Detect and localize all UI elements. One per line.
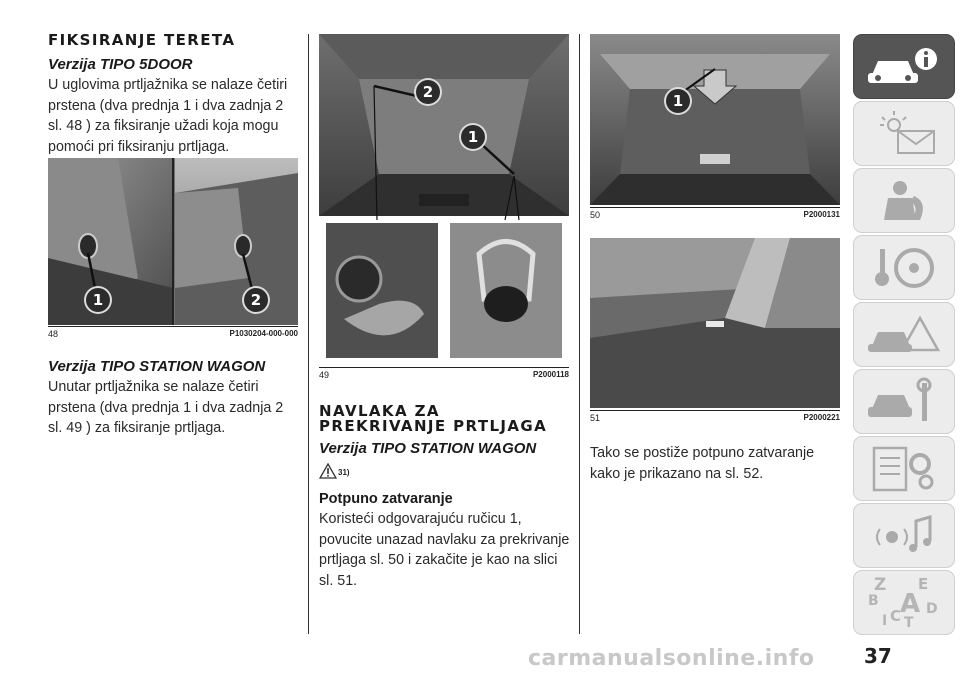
watermark: carmanualsonline.info	[528, 646, 815, 671]
callout-1: 1	[461, 125, 485, 149]
figure-code: P1030204-000-000	[229, 329, 298, 338]
warning-number: 31)	[338, 468, 350, 477]
subheading: Potpuno zatvaranje	[319, 491, 453, 507]
section-heading: FIKSIRANJE TERETA	[48, 31, 236, 49]
page-number: 37	[864, 644, 892, 668]
index-icon: Z E B A C D T I	[868, 574, 938, 631]
tab-warning-lights[interactable]	[853, 101, 955, 166]
figure-48-caption	[48, 326, 298, 339]
subheading: Verzija TIPO 5DOOR	[48, 56, 193, 73]
figure-number: 50	[590, 210, 601, 220]
tab-starting-driving[interactable]	[853, 235, 955, 300]
tab-index[interactable]	[853, 570, 955, 635]
figure-number: 51	[590, 413, 601, 423]
safety-icon	[864, 176, 944, 226]
paragraph: U uglovima prtljažnika se nalaze četiri prstena (dva prednja 1 i dva zadnja 2 sl. 48 ) za fiksiranje užadi koja mogu pomoći pri fiksiranju prtljaga.	[48, 77, 288, 155]
callout-1: 1	[666, 89, 690, 113]
starting-driving-icon	[864, 243, 944, 293]
subheading: Verzija TIPO STATION WAGON	[48, 358, 266, 375]
figure-48-photo	[48, 158, 298, 325]
car-info-icon	[864, 45, 944, 89]
figure-49-photo	[319, 34, 569, 365]
callout-1: 1	[86, 288, 110, 312]
technical-data-icon	[864, 444, 944, 494]
station-wagon-trunk-photo	[319, 34, 569, 365]
callout-2: 2	[416, 80, 440, 104]
tab-car-info[interactable]	[853, 34, 955, 99]
figure-51-caption	[590, 410, 840, 423]
figure-code: P2000118	[532, 370, 569, 379]
multimedia-icon	[864, 511, 944, 561]
emergency-icon	[864, 310, 944, 360]
subheading: Verzija TIPO STATION WAGON	[319, 440, 537, 457]
warning-triangle-icon	[319, 463, 337, 479]
warning-lights-icon	[864, 109, 944, 159]
tab-emergency[interactable]	[853, 302, 955, 367]
figure-49-caption	[319, 367, 569, 380]
tab-safety[interactable]	[853, 168, 955, 233]
tab-technical-data[interactable]	[853, 436, 955, 501]
figure-50-photo	[590, 34, 840, 205]
figure-50-caption	[590, 207, 840, 220]
figure-code: P2000221	[803, 413, 840, 422]
tab-maintenance[interactable]	[853, 369, 955, 434]
figure-number: 49	[319, 370, 330, 380]
maintenance-icon	[864, 377, 944, 427]
cover-hooked-photo	[590, 238, 840, 408]
paragraph: Tako se postiže potpuno zatvaranje kako je prikazano na sl. 52.	[590, 445, 815, 482]
warning-reference	[319, 463, 350, 484]
cover-pulled-photo	[590, 34, 840, 205]
figure-51-photo	[590, 238, 840, 408]
section-heading: NAVLAKA ZA PREKRIVANJE PRTLJAGA	[319, 402, 548, 435]
paragraph: Koristeći odgovarajuću ručicu 1, povucite unazad navlaku za prekrivanje prtljaga sl. 50 i zakačite je kao na slici sl. 51.	[319, 511, 570, 589]
column-divider	[308, 34, 309, 634]
tab-multimedia[interactable]	[853, 503, 955, 568]
column-divider	[579, 34, 580, 634]
callout-2: 2	[244, 288, 268, 312]
paragraph: Unutar prtljažnika se nalaze četiri prstena (dva prednja 1 i dva zadnja 2 sl. 49 ) za fiksiranje prtljaga.	[48, 379, 284, 436]
figure-code: P2000131	[803, 210, 840, 219]
figure-number: 48	[48, 329, 59, 339]
